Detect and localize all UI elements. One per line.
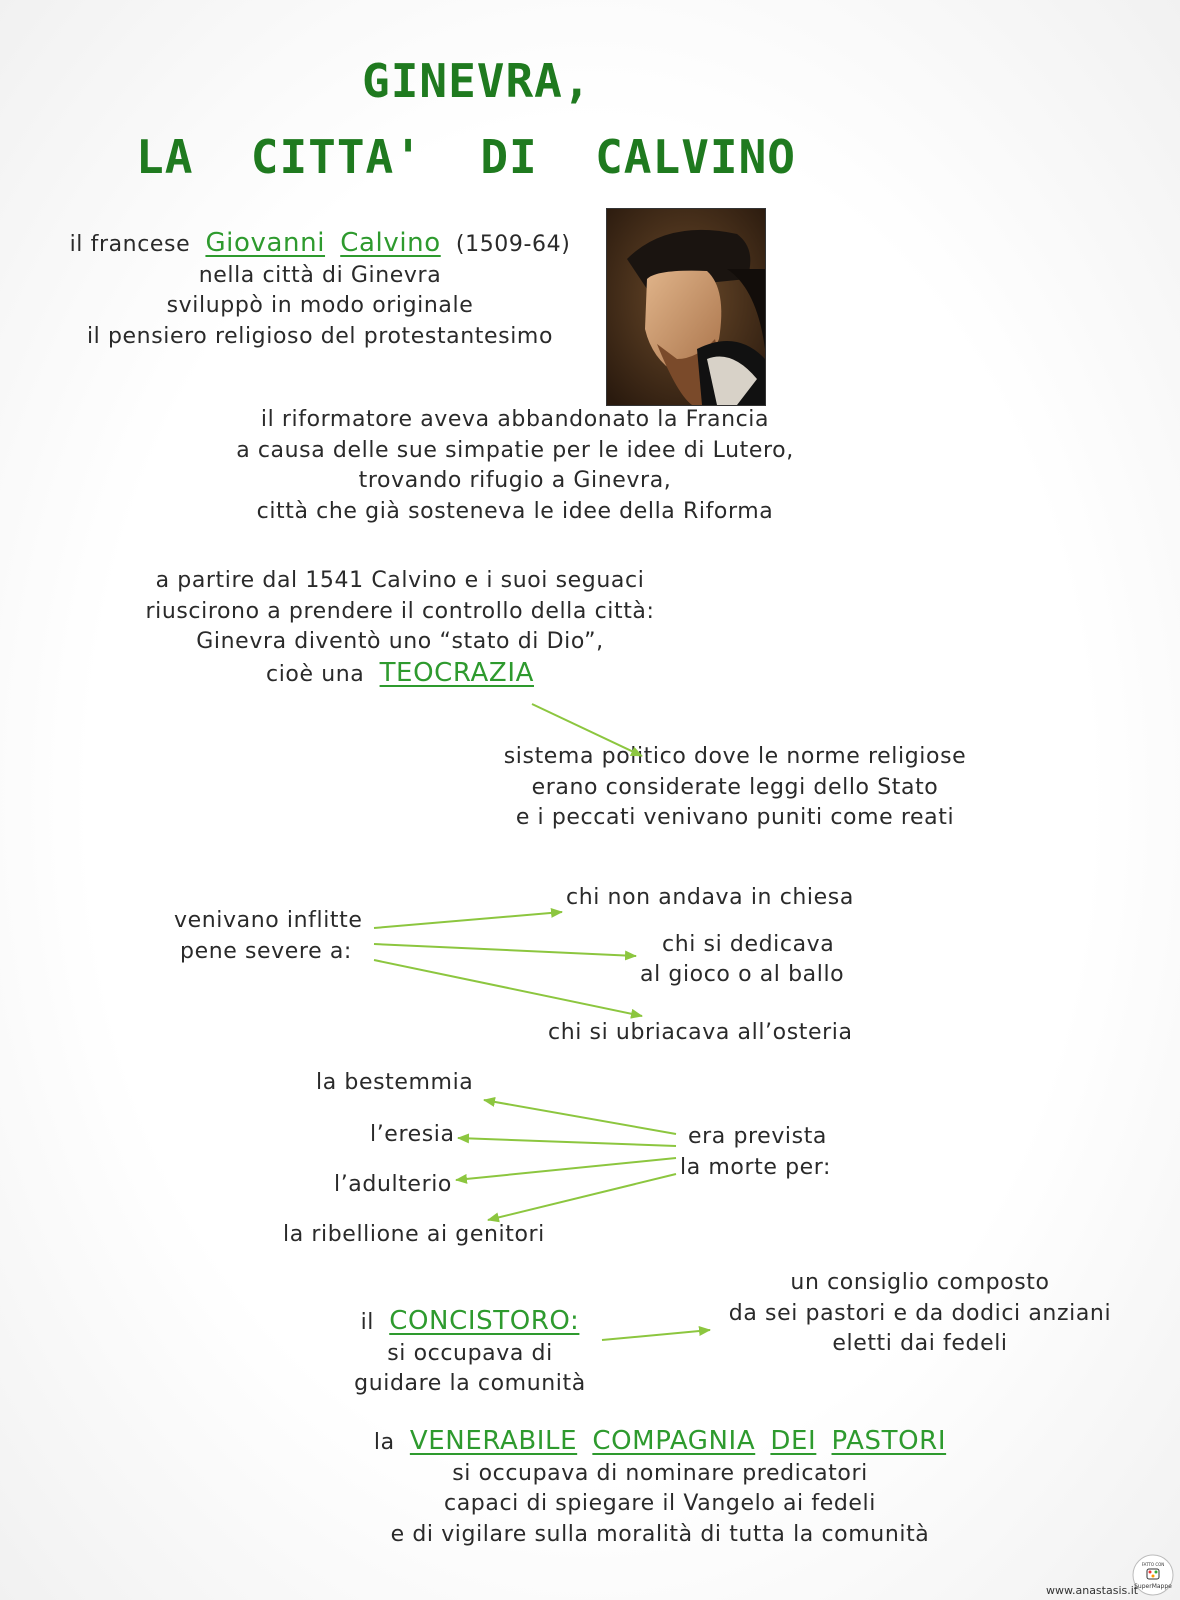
consistory-pre: il <box>360 1310 375 1335</box>
company-line: capaci di spiegare il Vangelo ai fedeli <box>444 1491 876 1516</box>
definition-line: erano considerate leggi dello Stato <box>531 774 939 800</box>
keyword-venerabile: VENERABILE <box>409 1426 578 1456</box>
control-line: Ginevra diventò uno “stato di Dio”, <box>196 629 604 654</box>
crime-blasphemy: la bestemmia <box>316 1070 474 1095</box>
consistory-def-line: da sei pastori e da dodici anziani <box>728 1300 1112 1326</box>
exile-line: il riformatore aveva abbandonato la Francia <box>260 407 770 432</box>
crime-rebellion: la ribellione ai genitori <box>283 1222 545 1247</box>
keyword-compagnia: COMPAGNIA <box>592 1426 756 1456</box>
penalty-church: chi non andava in chiesa <box>566 885 854 910</box>
consistory-def-line: eletti dai fedeli <box>832 1331 1008 1356</box>
consistory-line: si occupava di <box>387 1340 553 1366</box>
company-line: e di vigilare sulla moralità di tutta la comunità <box>390 1521 930 1547</box>
title-line-2: LA CITTA' DI CALVINO <box>136 130 796 184</box>
arrow-penalty-tavern <box>374 960 642 1016</box>
arrow-penalty-games <box>374 944 636 956</box>
consistory-def-line: un consiglio composto <box>790 1270 1050 1295</box>
intro-line: sviluppò in modo originale <box>166 293 474 318</box>
arrow-crime-adultery <box>456 1158 676 1180</box>
arrow-crime-heresy <box>458 1138 676 1146</box>
exile-line: città che già sosteneva le idee della Riforma <box>256 498 774 524</box>
exile-line: trovando rifugio a Ginevra, <box>358 468 672 493</box>
control-line: a partire dal 1541 Calvino e i suoi seguaci <box>155 568 645 593</box>
title-line-1: GINEVRA, <box>362 54 592 108</box>
keyword-dei: DEI <box>770 1426 817 1456</box>
company-line: si occupava di nominare predicatori <box>452 1460 868 1486</box>
badge-top-text: FATTO CON <box>1141 1562 1165 1567</box>
intro-pre: il francese <box>69 232 191 257</box>
arrow-crime-rebellion <box>488 1174 676 1220</box>
arrow-teocrazia-definition <box>532 704 642 756</box>
penalty-tavern: chi si ubriacava all’osteria <box>548 1020 853 1045</box>
arrow-crime-blasphemy <box>484 1100 676 1134</box>
exile-line: a causa delle sue simpatie per le idee di Lutero, <box>236 437 794 463</box>
keyword-pastori: PASTORI <box>831 1426 947 1456</box>
penalties-source-line-2: pene severe a: <box>180 939 352 964</box>
intro-dates: (1509-64) <box>455 232 571 257</box>
death-source-line-1: era prevista <box>688 1124 828 1149</box>
definition-line: e i peccati venivano puniti come reati <box>515 805 955 830</box>
company-pre: la <box>373 1430 395 1455</box>
footer-website: www.anastasis.it <box>1046 1584 1139 1597</box>
intro-line: il pensiero religioso del protestantesimo <box>86 323 554 349</box>
keyword-teocrazia: TEOCRAZIA <box>379 657 534 688</box>
penalty-games-line-1: chi si dedicava <box>662 932 835 957</box>
arrow-penalty-church <box>374 912 562 928</box>
control-last-pre: cioè una <box>266 661 365 687</box>
definition-line: sistema politico dove le norme religiose <box>503 744 967 769</box>
crime-heresy: l’eresia <box>370 1122 455 1147</box>
supermappe-badge <box>1132 1554 1174 1596</box>
badge-bottom-text: SuperMappe <box>1134 1583 1172 1590</box>
control-line: riuscirono a prendere il controllo della città: <box>145 598 655 624</box>
keyword-giovanni: Giovanni <box>205 228 326 258</box>
keyword-concistoro: CONCISTORO: <box>389 1306 580 1336</box>
penalty-games-line-2: al gioco o al ballo <box>640 962 845 987</box>
arrow-consistory-definition <box>602 1330 710 1340</box>
crime-adultery: l’adulterio <box>334 1172 452 1197</box>
penalties-source-line-1: venivano inflitte <box>174 908 363 933</box>
death-source-line-2: la morte per: <box>680 1155 832 1180</box>
keyword-calvino: Calvino <box>340 228 441 258</box>
consistory-line: guidare la comunità <box>354 1371 586 1396</box>
intro-line: nella città di Ginevra <box>198 262 442 288</box>
